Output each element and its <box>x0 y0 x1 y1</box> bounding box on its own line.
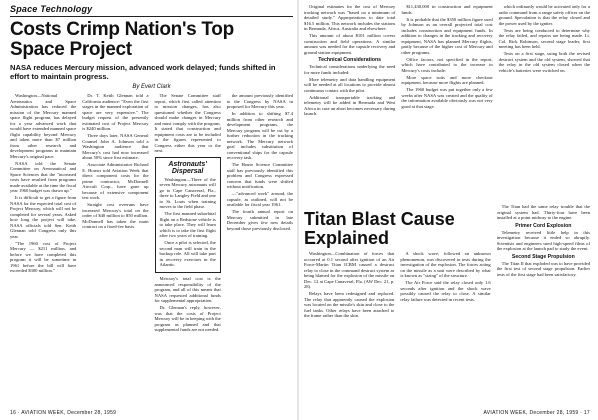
paragraph: Three days later, NASA General Counsel John A. Johnson told a Washington audience that Mercury's cost had now increased about 50% since first estimate. <box>82 133 149 160</box>
article-byline: By Evert Clark <box>132 84 171 90</box>
sidebar-box <box>155 157 221 274</box>
article-columns <box>10 93 293 407</box>
sidebar-paragraph: The first manned suborbital flight on a Redstone vehicle is to take place. They will learn which is to take the first flight after two years of training. <box>159 211 216 238</box>
subhead: Technical Considerations <box>318 57 382 63</box>
article-headline: Costs Crimp Nation's Top Space Project <box>10 19 234 60</box>
continued-column-1 <box>304 4 395 204</box>
paragraph: Relays have been redesigned and replaced. The relay that apparently caused the explosion was located on the missile's skin and close to the fuel tanks. Other relays have been attached to the frame rather than the skin. <box>304 291 395 318</box>
paragraph: Washington—Combination of forces that occurred at 0.1 second after ignition of an Air Force-Martin Titan ICBM caused a destruct relay to close in the command destruct system as being blamed for the explosion of the missile on Dec. 12 at Cape Canaveral, Fla. (AW Dec. 21, p. 28). <box>304 251 395 289</box>
paragraph: The Titan II that exploded was to have provided the first test of second stage propulsion. Earlier tests of the first stage had been satisfactory. <box>496 260 590 277</box>
paragraph: Office factors, not specified in the report, which have contributed to the increase in Mercury's costs include: <box>401 56 493 73</box>
paragraph: Tests are being conducted to determine why the relay failed, and repairs are being made. Lt. Col. Rick Robinson, second stage leader, first meeting has been held. <box>498 27 590 49</box>
continued-column-2 <box>401 4 492 204</box>
titan-headline: Titan Blast Cause Explained <box>304 209 455 248</box>
titan-side-column <box>497 204 590 394</box>
paragraph: $11,430,000 in construction and equipment funds. <box>401 4 493 15</box>
sidebar-paragraph: Once a pilot is selected, the second man will train in the backup role. All will take part in recovery exercises in the Atlantic. <box>159 240 216 267</box>
paragraph: —"advanced work" around, the capsule, as outlined, will not be available for fiscal year 1961. <box>226 191 293 207</box>
paragraph: Original estimates for the cost of Mercury tracking network was "based on a minimum of detailed study." Appropriations to date total $16.5 million. This network includes the stations in Bermuda, Africa, Australia and elsewhere. <box>304 4 396 31</box>
titan-column-1 <box>304 251 394 411</box>
paragraph: Additional transportable tracking and telemetry will be added in Bermuda and West Africa in case an abort becomes necessary during launch. <box>304 94 396 116</box>
paragraph: The 1960 budget was put together only a few weeks after NASA was created and the quality of the information available obviously was not very good at that stage. <box>401 87 493 109</box>
paragraph: the amount previously identified to the Congress by NASA in proposed for Mercury this year. <box>226 93 293 109</box>
paragraph: The Air Force said the relay closed only 1.6 seconds after ignition and the shock wave possibly caused the relay to close. A similar relay failure was detected in recent tests. <box>400 280 491 302</box>
paragraph: Tests on a first stage, using both the revised destruct system and the old system, showed that the relay in the old system closed when the vehicle's batteries were switched on. <box>498 51 590 73</box>
titan-columns <box>304 251 491 411</box>
titan-column-2 <box>400 251 490 411</box>
article-deck: NASA reduces Mercury mission, advanced work delayed; funds shifted in effort to maintain progress. <box>10 63 276 81</box>
paragraph: The Senate Committee staff report, which first called attention to mission changes, has also questioned whether the Congress should make changes in Mercury and must comply with the program. It stated that construction and equipment costs are to be included in the figures represented to Congress either this year or the next. <box>154 93 221 153</box>
page-gutter <box>297 0 299 420</box>
sidebar-title: Astronauts' Dispersal <box>168 160 207 175</box>
section-label: Space Technology <box>10 4 93 14</box>
right-page <box>304 4 590 416</box>
subhead: Primer Cord Explosion <box>515 222 572 229</box>
left-page <box>10 4 293 416</box>
continued-columns <box>304 4 590 204</box>
paragraph: More telemetry and data handling equipment will be needed at all locations to provide almost continuous contact with the pilot. <box>304 76 396 93</box>
paragraph: NASA told the Senate Committee on Aeronautical and Space Sciences that the "increased costs have resulted from programs made available at the time the fiscal year 1960 budget was drawn up." <box>10 160 77 193</box>
lower-section <box>304 204 590 411</box>
paragraph: A shock wave, followed an unknown phenomenon, was discovered in tests during the investigation of the explosion. The forces acting on the missile as a unit were described by what is known as "sizing" of the structure. <box>400 251 491 278</box>
paragraph: Technical considerations underlying the need for more funds included: <box>304 64 396 75</box>
paragraph: Dr. T. Keith Glennan told a California audience: "Even the first stages in the manned exploration of space are very expensive." The budget request of the presently estimated cost of Project Mercury is $240 million. <box>82 93 149 131</box>
paragraph: It is probable that the $350 million figure used by Johnson as an overall projected total cost includes construction and equipment funds. In addition to changes in the tracking and recovery equipment, NASA has planned Mercury flights, partly because of the higher cost of Mercury and other programs. <box>401 16 493 55</box>
paragraph: Associate Administrator Richard E. Horner told Aviation Week that direct component costs for the prime contractor, McDonnell Aircraft Corp., have gone up because of extensive component test work. <box>82 162 149 200</box>
article-column-2 <box>82 93 148 407</box>
paragraph: This amount of about $101 million covers construction and field operations. A similar amount was needed for the capsule recovery and ground station equipment. <box>304 33 396 55</box>
paragraph: Washington—National Aeronautics and Space Administration has reduced the mission of the Mercury manned space flight program, has delayed for a year advanced work that would have extended manned space flight capability beyond Mercury and taken more than $7 million from other research and development programs to maintain Mercury's original pace. <box>10 93 77 159</box>
subhead: Second Stage Propulsion <box>511 253 575 260</box>
continued-column-3 <box>499 4 590 204</box>
paragraph: The fourth annual report on Mercury submitted in late December gives few new details beyond those previously disclosed. <box>226 209 293 231</box>
paragraph: Mercury's total cost is the announced responsibility of the program, and all of this means that NASA requested additional funds for supplemental appropriation. <box>154 276 221 303</box>
paragraph: Straight cost overruns have increased Mercury's total on the order of $40 million to $50 million. McDonnell has taken the main contract on a fixed-fee basis. <box>82 202 149 229</box>
section-rule <box>10 16 293 17</box>
titan-article <box>304 204 491 411</box>
article-column-4 <box>227 93 293 407</box>
paragraph: Dr. Glennan's reply, however, was that the costs of Project Mercury will be in keeping with the program as planned and that supplemental funds are not needed. <box>154 305 221 332</box>
paragraph: The Titan had the same relay trouble that the original system had. Thirty-four have been installed at a point midway to the engine. <box>496 204 590 220</box>
paragraph: More space suits and more checkout equipment, because more flights are planned. <box>401 74 493 85</box>
paragraph: Telemetry received little help in this investigation because it ended so abruptly. Scientists and engineers used high-speed films of the explosion at the launch pad to study the event. <box>496 229 590 251</box>
paragraph: The House Science Committee staff has previously identified this problem and Congress expressed concern that funds were shifted without notification. <box>226 162 293 189</box>
page-folio-right: AVIATION WEEK, December 28, 1959 · 17 <box>483 410 590 416</box>
paragraph: "The 1960 cost of Project Mercury — $211 million, and before we have completed this program it will be sometime in 1961 before the bill will have exceeded $300 million." <box>10 240 77 273</box>
paragraph: which ordinarily would be activated only for a radio command from a range safety officer on the ground. Speculation is that the relay closed and the power used by the igniter. <box>498 4 590 26</box>
article-column-1 <box>10 93 76 407</box>
paragraph: In addition to shifting $7.4 million from other research and development programs, the Mercury program will be cut by a further reduction in the tracking network. The Mercury network goal includes substitution of conventional ships for the capsule recovery task. <box>226 111 293 160</box>
article-column-3 <box>155 93 221 407</box>
paragraph: It is difficult to get a figure from NASA for the expected total cost of Project Mercury, which will not be completed for several years. Asked how long the project will take, NASA officials told Sen. Keith Glennan told Congress only this year. <box>10 195 77 239</box>
page-folio-left: 16 · AVIATION WEEK, December 28, 1959 <box>10 410 117 416</box>
sidebar-paragraph: Washington—Three of the seven Mercury astronauts will go to Cape Canaveral, Fla., three to Langley Field and one to St. Louis when training moves to the field phase. <box>159 176 216 209</box>
